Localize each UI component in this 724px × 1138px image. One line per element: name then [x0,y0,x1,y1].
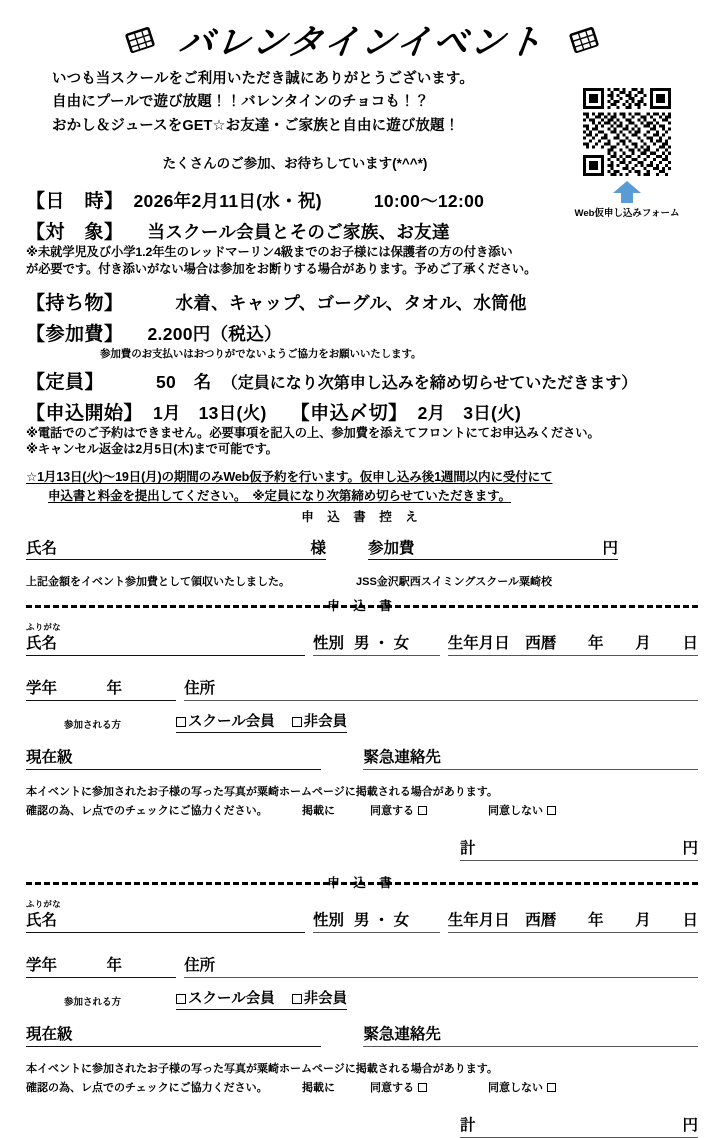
receipt-name-field[interactable] [26,536,326,560]
address-field[interactable] [184,953,698,978]
receipt-fee-field[interactable] [368,536,618,560]
consent-disagree-option[interactable] [488,802,556,818]
date-label: 【日 時】 [26,191,124,213]
birthdate-day-unit: 日 [682,634,698,652]
receipt-heading: 申 込 書 控 え [301,509,423,524]
grade-unit: 年 [106,679,123,697]
fee-label: 【参加費】 [26,323,124,345]
intro-line-1: いつも当スクールをご利用いただき誠にありがとうございます。 [52,71,474,87]
chocolate-bar-icon [567,23,601,57]
level-label: 現在級 [26,1025,73,1043]
membership-prefix: 参加される方 [64,719,122,731]
birthdate-field[interactable] [448,908,698,933]
address-field[interactable] [184,676,698,701]
membership-option-member: スクール会員 [188,990,275,1007]
intro-line-3: おかし＆ジュースをGET☆お友達・ご家族と自由に遊び放題！ [52,117,460,134]
consent-text-line-2 [26,1079,698,1095]
items-label: 【持ち物】 [26,292,124,314]
membership-prefix: 参加される方 [64,996,122,1008]
target-note-1: ※未就学児及び小学1.2年生のレッドマーリン4級までのお子様には保護者の方の付き添い [26,245,513,260]
membership-option-nonmember: 非会員 [303,990,348,1007]
qr-caption: Web仮申し込みフォーム [574,208,680,219]
checkbox-nonmember-icon[interactable] [292,717,302,727]
page-title: バレンタインイベント [176,23,547,63]
apply-note-2: ※キャンセル返金は2月5日(木)まで可能です。 [26,442,278,457]
receipt-fee-label: 参加費 [368,539,415,557]
birthdate-day-unit: 日 [682,911,698,929]
target-note-2: が必要です。付き添いがない場合は参加をお断りする場合があります。予めご了承ください。 [26,261,537,276]
apply-note-1: ※電話でのご予約はできません。必要事項を記入の上、参加費を添えてフロントにてお申込みください。 [26,425,600,440]
capacity-label: 【定員】 [26,371,105,393]
grade-field[interactable] [26,676,176,701]
consent-instruction: 確認の為、レ点でのチェックにご協力ください。 [26,804,268,817]
form-heading-1: 申 込 書 [327,598,397,613]
form-row-membership [26,710,698,733]
birthdate-year-unit: 年 [588,634,604,652]
title-row [26,0,698,63]
qr-block [552,88,702,219]
form-row-grade-address [26,676,698,701]
total-field[interactable] [460,1113,698,1138]
grade-unit: 年 [106,956,123,974]
consent-agree-label: 同意する [370,1081,414,1094]
furigana-label: ふりがな [26,621,61,632]
membership-option-member: スクール会員 [188,713,275,730]
consent-disagree-option[interactable] [488,1079,556,1095]
emergency-contact-label: 緊急連絡先 [363,748,441,766]
address-label: 住所 [184,679,216,697]
intro-line-4: たくさんのご参加、お待ちしています(*^^*) [162,156,428,172]
detail-row-capacity [26,367,698,394]
photo-consent-block [26,1060,698,1095]
checkbox-agree-icon[interactable] [418,806,427,815]
gender-field[interactable] [313,908,440,933]
apply-end-label: 【申込〆切】 [290,402,408,424]
items-value: 水着、キャップ、ゴーグル、タオル、水筒他 [175,292,527,313]
total-unit: 円 [682,1116,698,1134]
receipt-fee-suffix: 円 [602,539,618,557]
birthdate-month-unit: 月 [635,634,651,652]
checkbox-agree-icon[interactable] [418,1083,427,1092]
receipt-block [26,536,698,589]
address-label: 住所 [184,956,216,974]
name-field[interactable] [26,621,305,656]
capacity-value: 50 名 [156,371,212,392]
receipt-name-suffix: 様 [310,539,326,557]
detail-row-target [26,217,698,244]
level-field[interactable] [26,745,321,770]
capacity-note: （定員になり次第申し込みを締め切らせていただきます） [221,374,638,392]
name-field[interactable] [26,898,305,933]
qr-code-image[interactable] [583,88,671,176]
gender-options[interactable]: 男 ・ 女 [353,911,410,929]
form-row-level-emergency [26,1022,698,1047]
consent-prefix: 掲載に [302,804,335,817]
date-value: 2026年2月11日(水・祝) [133,191,322,212]
web-notice-line-2: 申込書と料金を提出してください。 ※定員になり次第締め切らせていただきます。 [48,488,511,503]
application-form-1 [26,621,698,861]
apply-start-value: 1月 13日(火) [153,402,267,423]
form-row-identity [26,898,698,933]
form-row-identity [26,621,698,656]
form-heading-2: 申 込 書 [327,875,397,890]
gender-label: 性別 [312,634,344,652]
name-label: 氏名 [26,634,58,652]
apply-start-label: 【申込開始】 [26,402,144,424]
consent-agree-label: 同意する [370,804,414,817]
gender-options[interactable]: 男 ・ 女 [353,634,410,652]
gender-label: 性別 [312,911,344,929]
membership-option-nonmember: 非会員 [303,713,348,730]
receipt-school-name: JSS金沢駅西スイミングスクール粟崎校 [356,575,553,588]
birthdate-month-unit: 月 [635,911,651,929]
consent-prefix: 掲載に [302,1081,335,1094]
membership-options[interactable] [176,987,347,1010]
membership-options[interactable] [176,710,347,733]
consent-agree-option[interactable] [370,802,488,818]
chocolate-bar-icon [123,23,157,57]
birthdate-year-unit: 年 [588,911,604,929]
intro-line-2: 自由にプールで遊び放題！！バレンタインのチョコも！？ [52,94,430,111]
name-label: 氏名 [26,911,58,929]
birthdate-field[interactable] [448,631,698,656]
grade-field[interactable] [26,953,176,978]
receipt-name-label: 氏名 [26,539,58,557]
checkbox-disagree-icon[interactable] [547,806,556,815]
detail-row-fee [26,319,698,346]
receipt-note-left: 上記金額をイベント参加費として領収いたしました。 [26,575,290,588]
consent-disagree-label: 同意しない [488,804,543,817]
photo-consent-block [26,783,698,818]
time-value: 10:00～12:00 [373,191,485,212]
total-row [26,836,698,861]
birthdate-label: 生年月日 西暦 [447,634,557,652]
emergency-contact-field[interactable] [363,1022,698,1047]
detail-row-apply-period [26,398,698,425]
detail-row-items [26,288,698,315]
form-row-membership [26,987,698,1010]
grade-label: 学年 [26,679,58,697]
apply-end-value: 2月 3日(火) [417,402,522,423]
gender-field[interactable] [313,631,440,656]
total-unit: 円 [682,839,698,857]
total-label: 計 [460,1116,476,1134]
web-reservation-notice [26,468,698,505]
emergency-contact-field[interactable] [363,745,698,770]
grade-label: 学年 [26,956,58,974]
form-row-level-emergency [26,745,698,770]
target-value: 当スクール会員とそのご家族、お友達 [147,222,450,243]
consent-text-line-1: 本イベントに参加されたお子様の写った写真が粟崎ホームページに掲載される場合があります。 [26,1062,498,1075]
consent-agree-option[interactable] [370,1079,488,1095]
checkbox-member-icon[interactable] [176,717,186,727]
checkbox-member-icon[interactable] [176,994,186,1004]
consent-instruction: 確認の為、レ点でのチェックにご協力ください。 [26,1081,268,1094]
cut-line-1 [26,598,698,618]
checkbox-nonmember-icon[interactable] [292,994,302,1004]
level-label: 現在級 [26,748,73,766]
level-field[interactable] [26,1022,321,1047]
consent-text-line-1: 本イベントに参加されたお子様の写った写真が粟崎ホームページに掲載される場合があります。 [26,785,498,798]
up-arrow-icon [610,180,644,204]
emergency-contact-label: 緊急連絡先 [363,1025,441,1043]
application-form-2 [26,898,698,1138]
fee-note: 参加費のお支払いはおつりがでないようご協力をお願いいたします。 [100,347,422,360]
cut-line-2 [26,875,698,895]
receipt-row [26,536,698,560]
consent-disagree-label: 同意しない [488,1081,543,1094]
furigana-label: ふりがな [26,898,61,909]
event-details [26,186,698,457]
target-label: 【対 象】 [26,222,124,244]
consent-text-line-2 [26,802,698,818]
total-label: 計 [460,839,476,857]
fee-value: 2.200円（税込） [147,323,282,344]
checkbox-disagree-icon[interactable] [547,1083,556,1092]
web-notice-line-1: ☆1月13日(火)～19日(月)の期間のみWeb仮予約を行います。仮申し込み後1週間以内に受付にて [26,470,553,485]
birthdate-label: 生年月日 西暦 [447,911,557,929]
total-field[interactable] [460,836,698,861]
receipt-note-row [26,573,698,589]
total-row [26,1113,698,1138]
form-row-grade-address [26,953,698,978]
